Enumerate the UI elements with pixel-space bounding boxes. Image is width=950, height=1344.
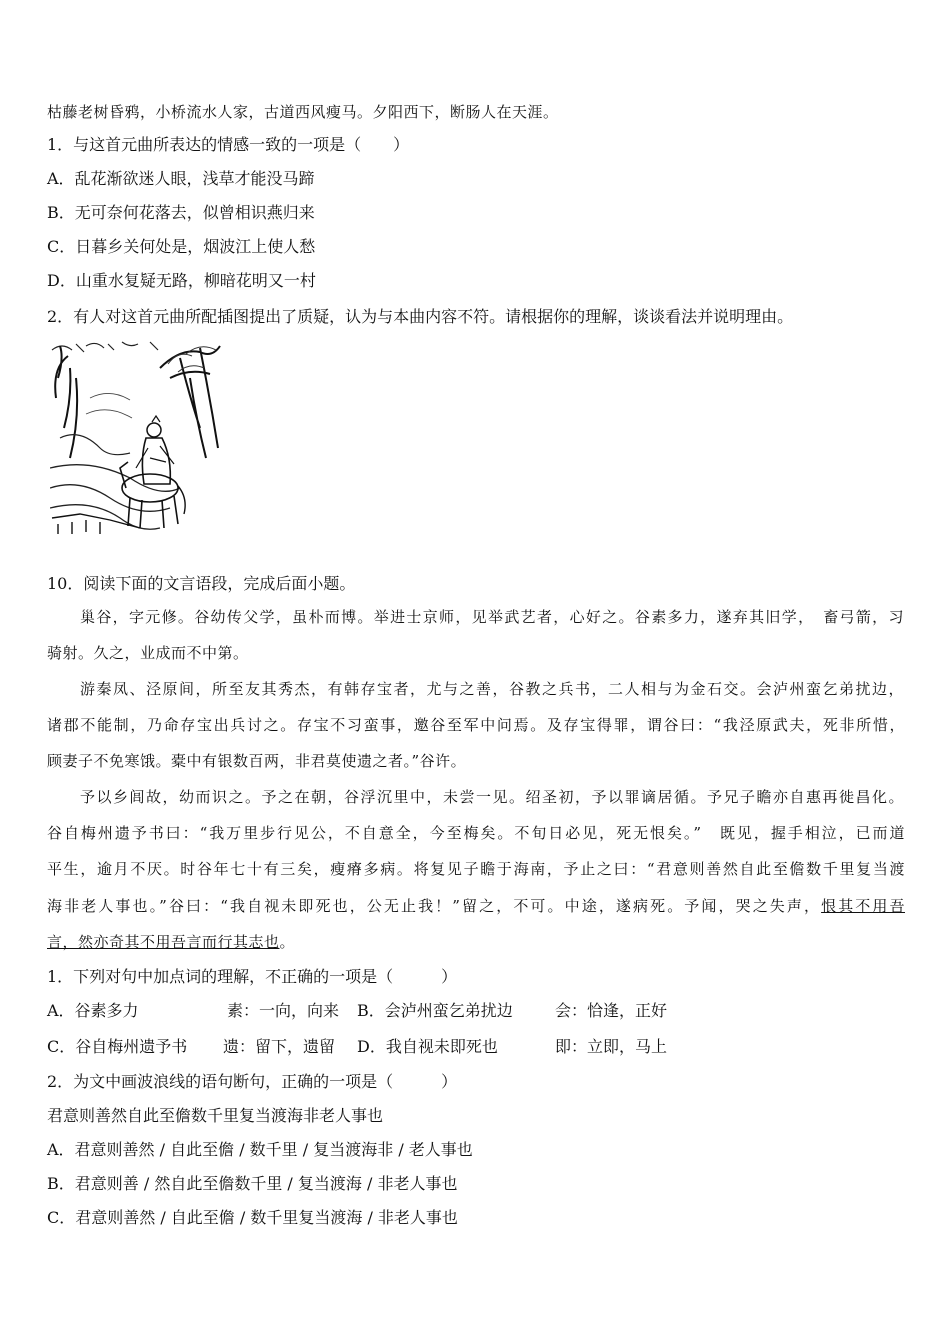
para3-line2: 谷自梅州遗予书曰：“我万里步行见公，不自意全，今至梅矣。不旬日必见，死无恨矣。” 既见，握手相泣，已而道 bbox=[47, 824, 905, 842]
para3-line5 bbox=[47, 932, 295, 952]
s10-q1-option-c-label: C．谷自梅州遗予书 bbox=[47, 1037, 188, 1056]
para1-line1: 巢谷，字元修。谷幼传父学，虽朴而博。举进士京师，见举武艺者，心好之。谷素多力，遂弃其旧学， 畜弓箭，习 bbox=[80, 608, 904, 626]
para2-line2: 诸郡不能制，乃命存宝出兵讨之。存宝不习蛮事，邀谷至军中问焉。及存宝得罪，谓谷曰：“我泾原武夫，死非所惜， bbox=[47, 716, 905, 734]
s10-q2-option-c: C．君意则善然 / 自此至儋 / 数千里复当渡海 / 非老人事也 bbox=[47, 1208, 458, 1227]
poem-text: 枯藤老树昏鸦，小桥流水人家，古道西风瘦马。夕阳西下，断肠人在天涯。 bbox=[47, 103, 559, 121]
s10-q2-option-a: A．君意则善然 / 自此至儋 / 数千里 / 复当渡海非 / 老人事也 bbox=[47, 1140, 473, 1159]
q1-option-a: A．乱花渐欲迷人眼，浅草才能没马蹄 bbox=[47, 169, 315, 188]
para3-line5-end: 。 bbox=[279, 933, 296, 951]
s10-q2-option-b: B．君意则善 / 然自此至儋数千里 / 复当渡海 / 非老人事也 bbox=[47, 1174, 458, 1193]
para3-line3: 平生，逾月不厌。时谷年七十有三矣，瘦瘠多病。将复见子瞻于海南，予止之曰：“君意则善然自此至儋数千里复当渡 bbox=[47, 860, 905, 878]
underlined-sentence-part1: 恨其不用吾 bbox=[821, 897, 905, 915]
s10-q1-row-cd bbox=[47, 1037, 667, 1057]
s10-q1-option-d-gloss: 即：立即，马上 bbox=[555, 1037, 668, 1056]
q2-stem: 2．有人对这首元曲所配插图提出了质疑，认为与本曲内容不符。请根据你的理解，谈谈看法并说明理由。 bbox=[47, 307, 794, 326]
para3-line1: 予以乡闾故，幼而识之。予之在朝，谷浮沉里中，未尝一见。绍圣初，予以罪谪居循。予兄子瞻亦自惠再徙昌化。 bbox=[80, 788, 904, 806]
s10-q1-row-ab bbox=[47, 1001, 667, 1021]
poem-illustration bbox=[50, 338, 228, 540]
section10-heading: 10．阅读下面的文言语段，完成后面小题。 bbox=[47, 574, 356, 593]
para3-line4 bbox=[47, 896, 905, 916]
s10-q1-option-a-label: A．谷素多力 bbox=[47, 1001, 139, 1020]
q1-option-c: C．日暮乡关何处是，烟波江上使人愁 bbox=[47, 237, 316, 256]
para3-line4-text: 海非老人事也。”谷曰：“我自视未即死也，公无止我！”留之，不可。中途，遂病死。予闻，哭之失声， bbox=[47, 897, 822, 915]
para1-line2: 骑射。久之，业成而不中第。 bbox=[47, 644, 249, 662]
s10-q1-option-b-gloss: 会：恰逢，正好 bbox=[555, 1001, 668, 1020]
underlined-sentence-part2: 言，然亦奇其不用吾言而行其志也 bbox=[47, 933, 280, 951]
q1-option-b: B．无可奈何花落去，似曾相识燕归来 bbox=[47, 203, 315, 222]
para2-line1: 游秦凤、泾原间，所至友其秀杰，有韩存宝者，尤与之善，谷教之兵书，二人相与为金石交。会泸州蛮乞弟扰边， bbox=[80, 680, 904, 698]
s10-q1-option-c-gloss: 遗：留下，遗留 bbox=[223, 1037, 336, 1056]
para2-line3: 顾妻子不免寒饿。橐中有银数百两，非君莫使遗之者。”谷许。 bbox=[47, 752, 467, 770]
s10-q2-stem: 2．为文中画波浪线的语句断句，正确的一项是（ ） bbox=[47, 1072, 458, 1091]
q1-stem: 1．与这首元曲所表达的情感一致的一项是（ ） bbox=[47, 135, 410, 154]
s10-q1-option-d-label: D．我自视未即死也 bbox=[357, 1037, 498, 1056]
s10-q1-stem: 1．下列对句中加点词的理解，不正确的一项是（ ） bbox=[47, 967, 458, 986]
q1-option-d: D．山重水复疑无路，柳暗花明又一村 bbox=[47, 271, 316, 290]
s10-q1-option-b-label: B．会泸州蛮乞弟扰边 bbox=[357, 1001, 513, 1020]
s10-q1-option-a-gloss: 素：一向，向来 bbox=[227, 1001, 340, 1020]
s10-q2-sentence: 君意则善然自此至儋数千里复当渡海非老人事也 bbox=[47, 1106, 384, 1125]
